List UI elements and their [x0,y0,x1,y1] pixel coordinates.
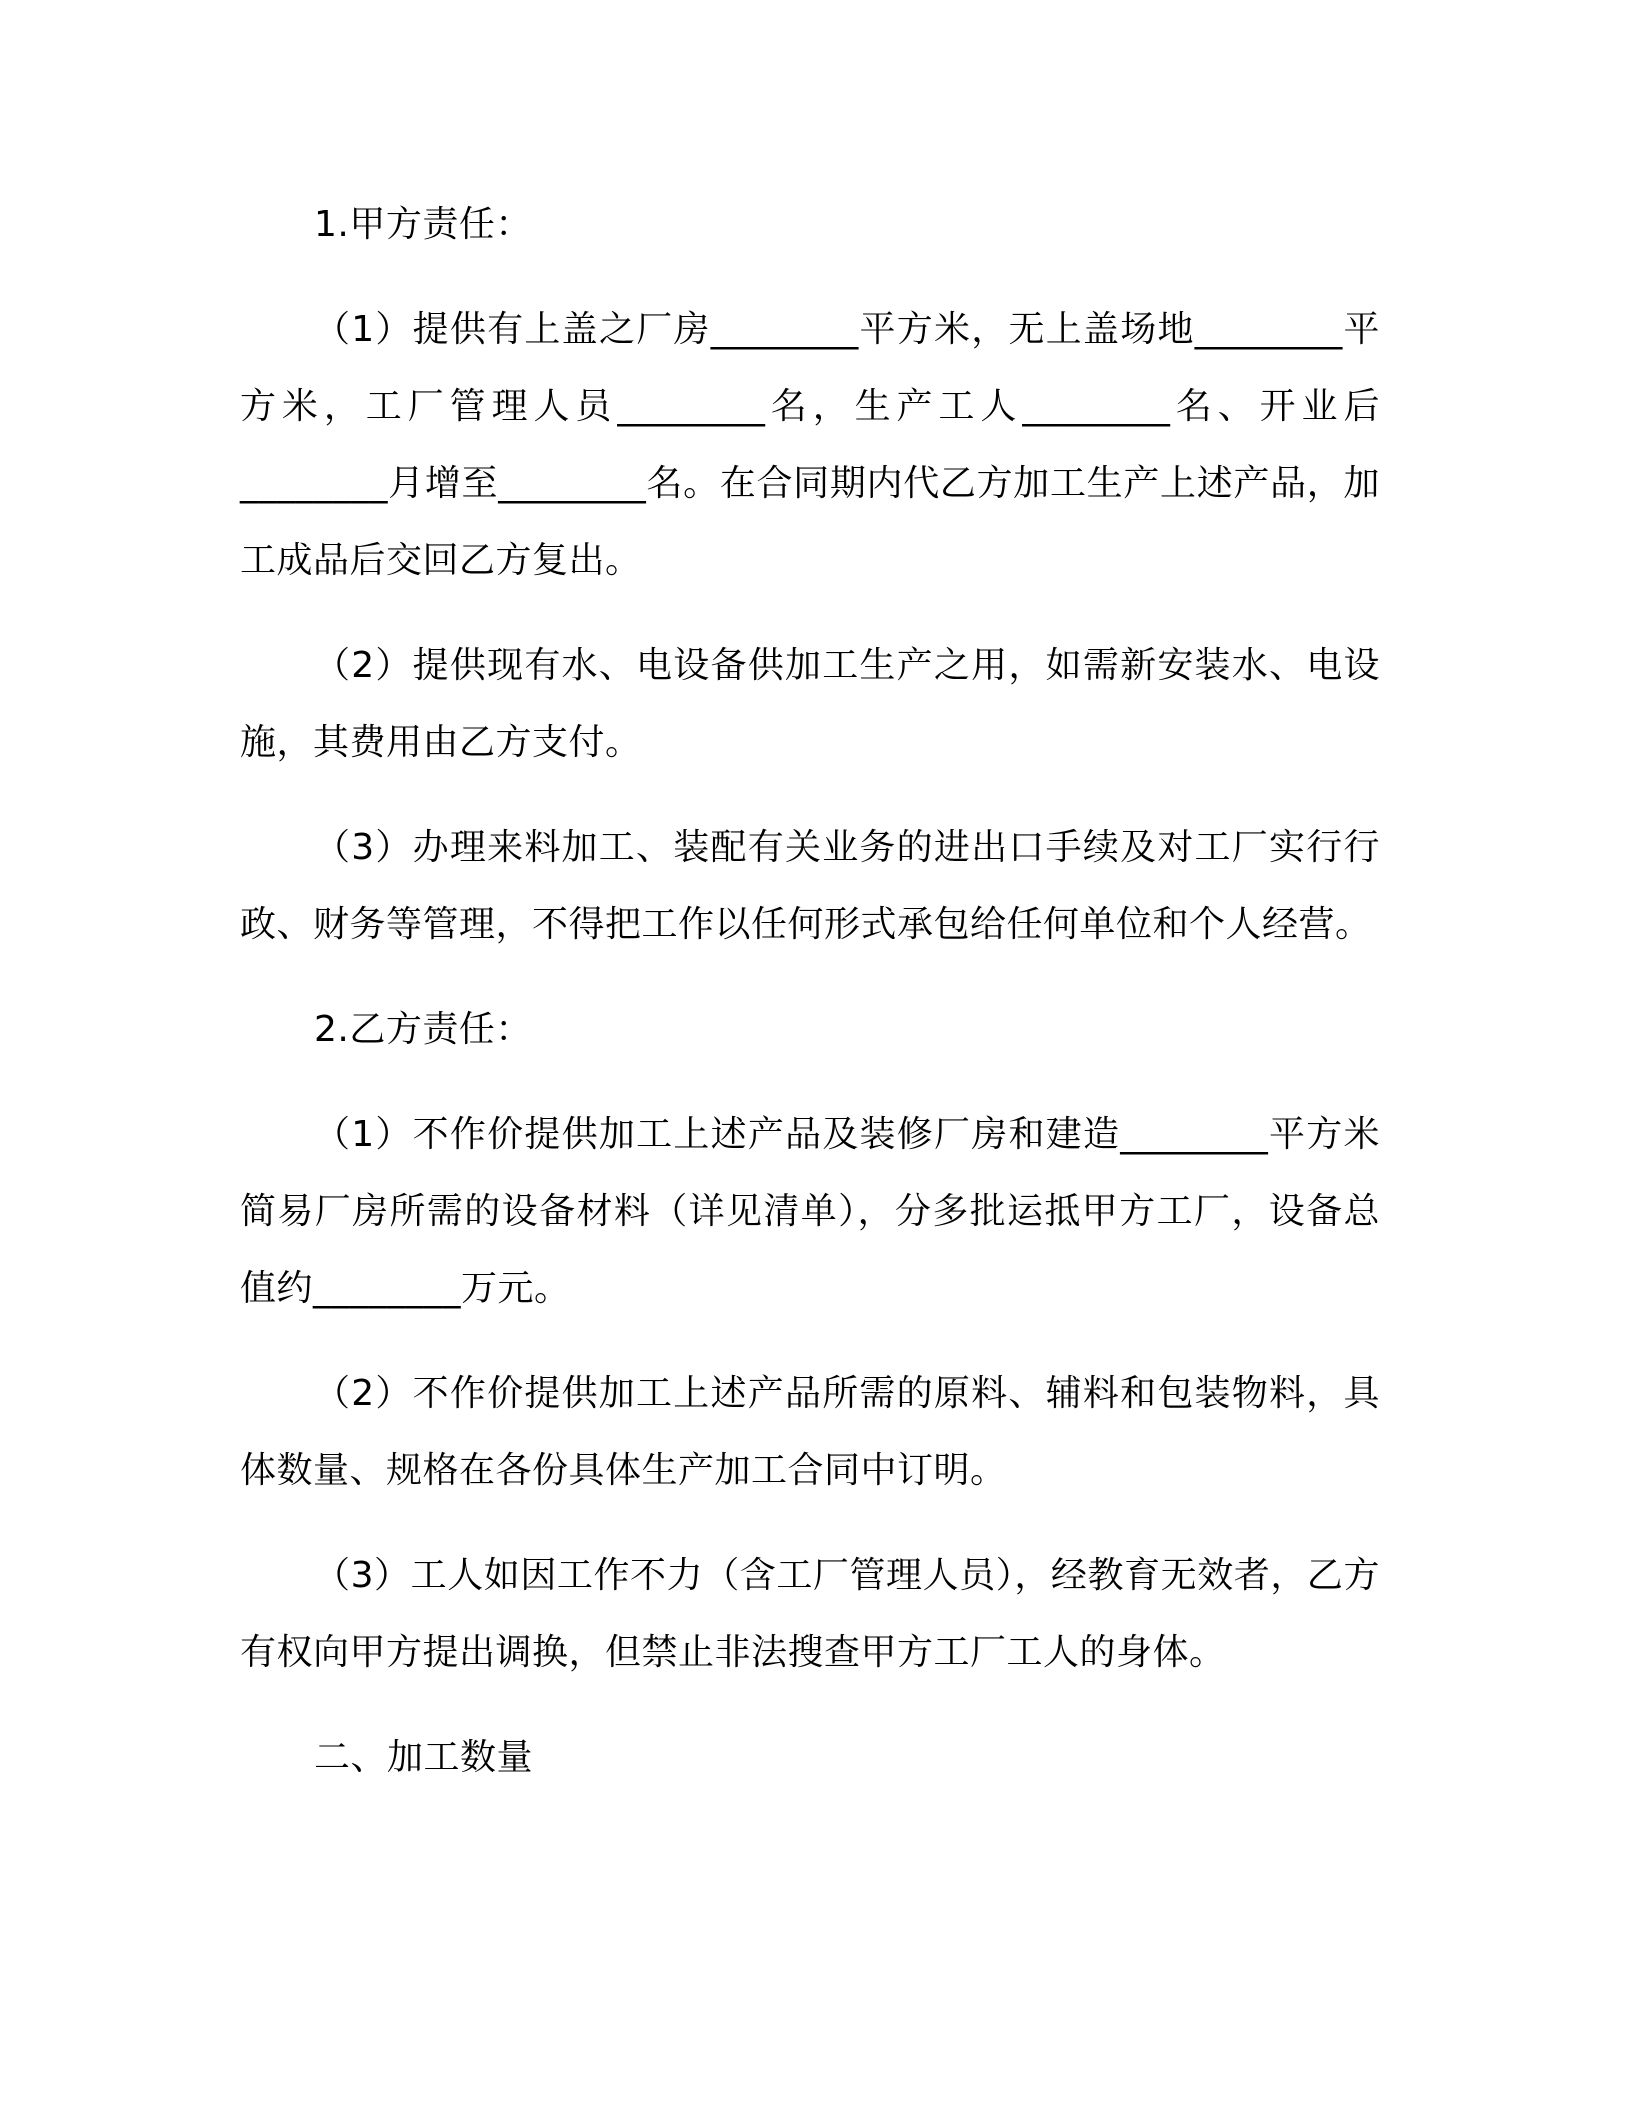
party-a-item-2: （2）提供现有水、电设备供加工生产之用，如需新安装水、电设施，其费用由乙方支付。 [240,645,1380,763]
party-a-item-3: （3）办理来料加工、装配有关业务的进出口手续及对工厂实行行政、财务等管理，不得把工作以任何形式承包给任何单位和个人经营。 [240,827,1380,945]
party-a-item-1: （1）提供有上盖之厂房________平方米，无上盖场地________平方米，工厂管理人员________名，生产工人________名、开业后________月增至________名。在合同期内代乙方加工生产上述产品，加工成品后交回乙方复出。 [240,309,1380,581]
party-b-item-1: （1）不作价提供加工上述产品及装修厂房和建造________平方米简易厂房所需的设备材料（详见清单），分多批运抵甲方工厂，设备总值约________万元。 [240,1114,1380,1309]
section-heading-party-b: 2.乙方责任： [314,1009,532,1050]
party-b-item-2: （2）不作价提供加工上述产品所需的原料、辅料和包装物料，具体数量、规格在各份具体生产加工合同中订明。 [240,1373,1380,1491]
document-body [240,186,1380,1796]
party-b-item-3: （3）工人如因工作不力（含工厂管理人员），经教育无效者，乙方有权向甲方提出调换，但禁止非法搜查甲方工厂工人的身体。 [240,1555,1380,1673]
section-heading-quantity: 二、加工数量 [314,1737,534,1778]
section-heading-party-a: 1.甲方责任： [314,204,532,245]
